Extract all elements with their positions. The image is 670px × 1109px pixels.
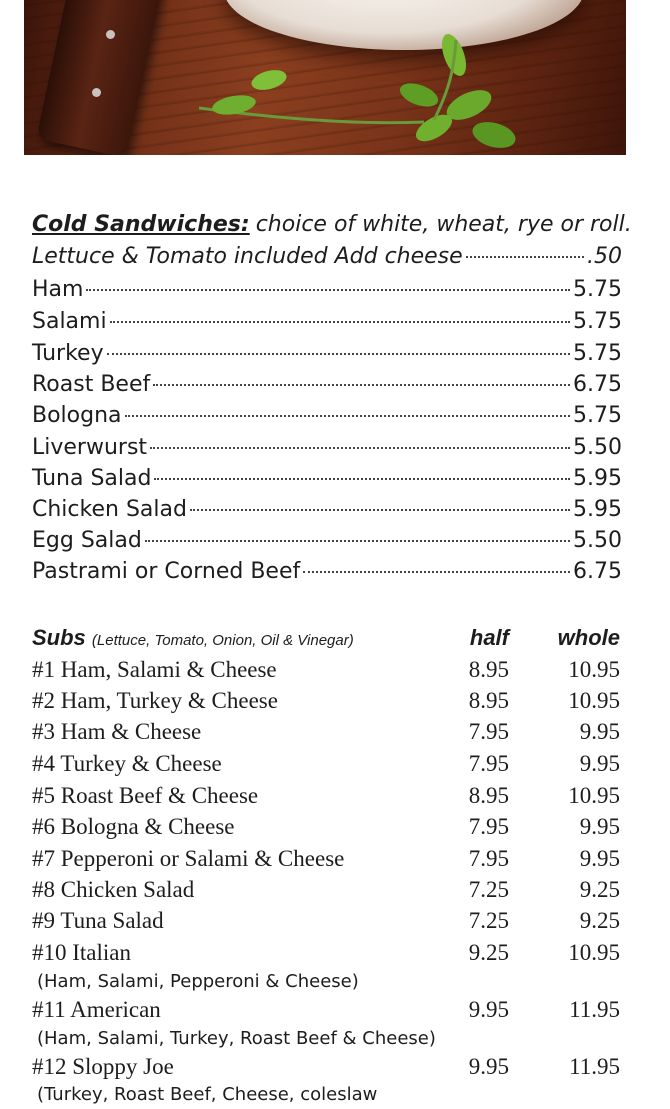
item-price: 6.75	[573, 372, 622, 397]
sub-whole-price: 10.95	[568, 688, 620, 713]
menu-item	[32, 466, 622, 496]
leader-dots	[153, 384, 570, 386]
item-price: 5.95	[573, 466, 622, 491]
sub-description: (Ham, Salami, Pepperoni & Cheese)	[37, 971, 359, 992]
sandwich-photo	[24, 0, 626, 155]
sub-half-price: 7.25	[468, 877, 509, 902]
item-price: 5.95	[573, 497, 622, 522]
menu-item	[32, 309, 622, 339]
sub-name: #6 Bologna & Cheese	[32, 814, 235, 839]
sub-whole-price: 11.95	[569, 1054, 620, 1079]
sub-half-price: 7.95	[468, 751, 509, 776]
sub-name: #8 Chicken Salad	[32, 877, 195, 902]
sub-name: #4 Turkey & Cheese	[32, 751, 222, 776]
menu-item	[32, 341, 622, 371]
sub-item	[32, 997, 622, 1027]
leader-dots	[150, 447, 570, 449]
subs-subtitle: (Lettuce, Tomato, Onion, Oil & Vinegar)	[91, 632, 354, 649]
sub-name: #1 Ham, Salami & Cheese	[32, 657, 277, 682]
half-column-label: half	[469, 625, 509, 650]
leader-dots	[303, 571, 570, 573]
menu-item	[32, 372, 622, 402]
sub-name: #5 Roast Beef & Cheese	[32, 783, 259, 808]
sub-whole-price: 10.95	[568, 657, 620, 682]
sub-whole-price: 9.95	[579, 814, 620, 839]
item-name: Bologna	[32, 403, 122, 428]
cold-sandwiches-subtitle: choice of white, wheat, rye or roll.	[255, 212, 632, 237]
item-price: 5.50	[573, 528, 622, 553]
sub-half-price: 8.95	[468, 657, 509, 682]
sub-whole-price: 9.95	[579, 751, 620, 776]
item-name: Chicken Salad	[32, 497, 187, 522]
sub-name: #7 Pepperoni or Salami & Cheese	[32, 846, 345, 871]
sub-item	[32, 940, 622, 970]
item-name: Egg Salad	[32, 528, 142, 553]
menu-item	[32, 403, 622, 433]
sub-half-price: 8.95	[468, 688, 509, 713]
item-price: 6.75	[573, 559, 622, 584]
sub-item	[32, 688, 622, 718]
sub-half-price: 9.25	[468, 940, 509, 965]
subs-title: Subs	[32, 625, 86, 650]
menu-item	[32, 497, 622, 527]
item-price: 5.75	[573, 277, 622, 302]
cheese-note-row	[32, 244, 622, 274]
item-name: Turkey	[32, 341, 104, 366]
menu-item	[32, 277, 622, 307]
sub-item	[32, 719, 622, 749]
sub-whole-price: 9.25	[579, 877, 620, 902]
leader-dots	[107, 353, 570, 355]
sub-half-price: 7.95	[468, 846, 509, 871]
sub-half-price: 7.95	[468, 814, 509, 839]
sub-whole-price: 10.95	[568, 940, 620, 965]
item-name: Pastrami or Corned Beef	[32, 559, 301, 584]
leader-dots	[110, 321, 570, 323]
sub-item	[32, 877, 622, 907]
cheese-note-text: Lettuce & Tomato included Add cheese	[32, 244, 463, 269]
item-price: 5.75	[573, 309, 622, 334]
sub-name: #12 Sloppy Joe	[32, 1054, 174, 1079]
sub-name: #10 Italian	[32, 940, 131, 965]
herb-garnish-image	[24, 0, 626, 155]
cold-sandwiches-header	[32, 212, 632, 242]
whole-column-label: whole	[557, 625, 620, 650]
item-name: Ham	[32, 277, 84, 302]
sub-item	[32, 657, 622, 687]
sub-half-price: 8.95	[468, 783, 509, 808]
sub-half-price: 7.95	[468, 719, 509, 744]
sub-half-price: 9.95	[468, 1054, 509, 1079]
sub-name: #9 Tuna Salad	[32, 908, 164, 933]
sub-whole-price: 11.95	[569, 997, 620, 1022]
sub-item	[32, 908, 622, 938]
leader-dots	[154, 478, 570, 480]
subs-title-group	[32, 625, 354, 651]
sub-description: (Turkey, Roast Beef, Cheese, coleslaw	[37, 1084, 378, 1105]
item-name: Tuna Salad	[32, 466, 152, 491]
sub-item	[32, 1054, 622, 1084]
sub-name: #11 American	[32, 997, 161, 1022]
sub-item	[32, 751, 622, 781]
sub-half-price: 7.25	[468, 908, 509, 933]
leader-dots	[125, 415, 571, 417]
leader-dots	[145, 540, 570, 542]
item-name: Roast Beef	[32, 372, 151, 397]
item-price: 5.50	[573, 435, 622, 460]
subs-header	[32, 625, 622, 655]
item-name: Salami	[32, 309, 107, 334]
cold-sandwiches-title: Cold Sandwiches:	[32, 212, 250, 237]
sub-item	[32, 814, 622, 844]
sub-whole-price: 9.25	[579, 908, 620, 933]
cheese-note-price: .50	[587, 244, 622, 269]
sub-name: #2 Ham, Turkey & Cheese	[32, 688, 278, 713]
menu-item	[32, 435, 622, 465]
item-name: Liverwurst	[32, 435, 148, 460]
sub-item	[32, 846, 622, 876]
leader-dots	[86, 289, 570, 291]
leader-dots	[190, 509, 570, 511]
sub-whole-price: 9.95	[579, 719, 620, 744]
item-price: 5.75	[573, 341, 622, 366]
sub-half-price: 9.95	[468, 997, 509, 1022]
menu-item	[32, 559, 622, 589]
item-price: 5.75	[573, 403, 622, 428]
sub-whole-price: 9.95	[579, 846, 620, 871]
sub-whole-price: 10.95	[568, 783, 620, 808]
menu-item	[32, 528, 622, 558]
sub-item	[32, 783, 622, 813]
sub-name: #3 Ham & Cheese	[32, 719, 202, 744]
sub-description: (Ham, Salami, Turkey, Roast Beef & Cheese)	[37, 1028, 436, 1049]
leader-dots	[466, 256, 584, 258]
